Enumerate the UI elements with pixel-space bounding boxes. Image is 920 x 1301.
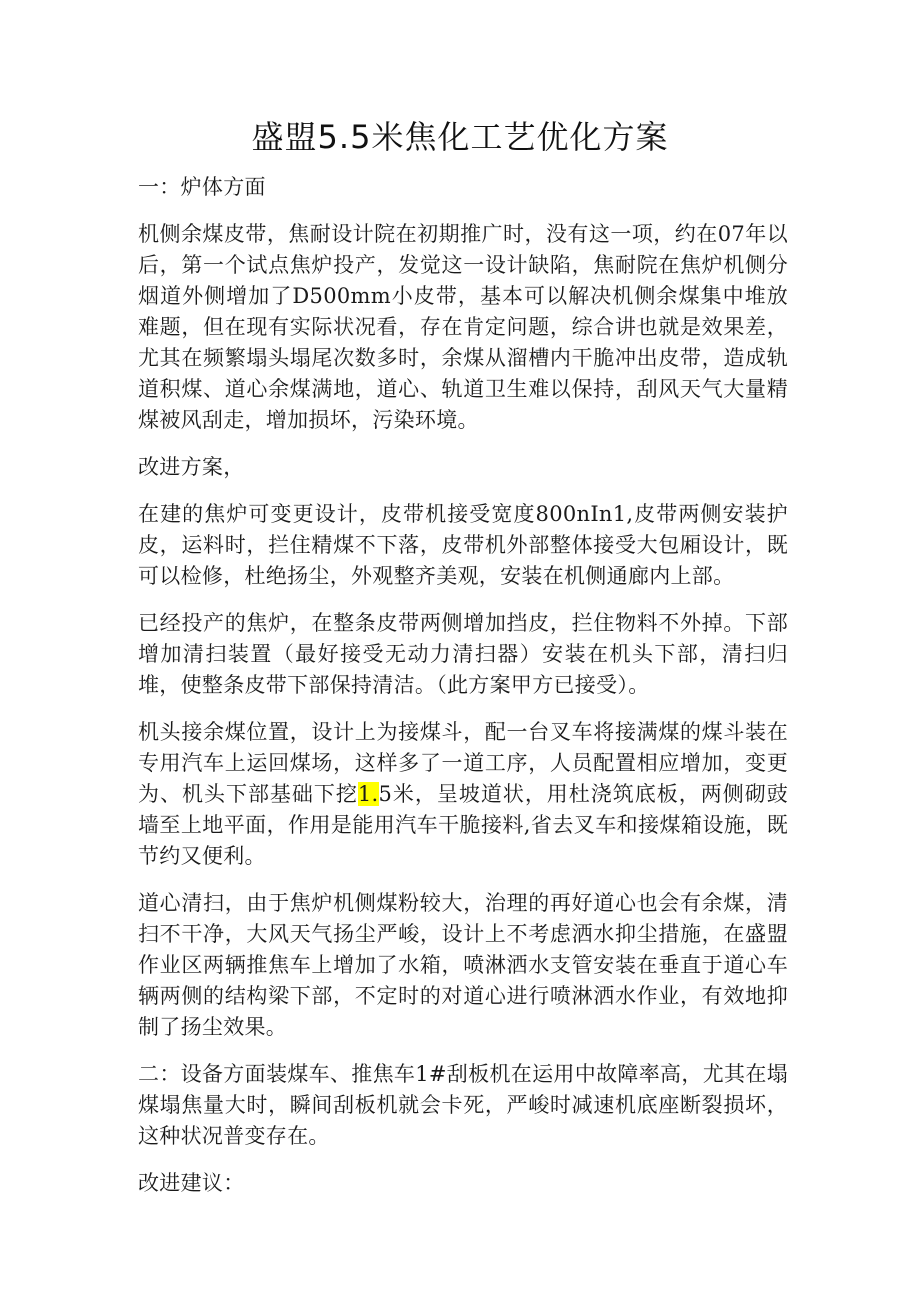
document-title: 盛盟5.5米焦化工艺优化方案: [251, 118, 669, 156]
paragraph-new-furnace: 在建的焦炉可变更设计，皮带机接受宽度800nIn1,皮带两侧安装护皮，运料时，拦住精煤不下落，皮带机外部整体接受大包厢设计，既可以检修，杜绝扬尘，外观整齐美观，安装在机侧通廊内上部。: [138, 502, 788, 588]
paragraph-track-cleaning: 道心清扫，由于焦炉机侧煤粉较大，治理的再好道心也会有余煤，清扫不干净，大风天气扬尘严峻，设计上不考虑洒水抑尘措施，在盛盟作业区两辆推焦车上增加了水箱，喷淋洒水支管安装在垂直于道心车辆两侧的结构梁下部，不定时的对道心进行喷淋洒水作业，有效地抑制了扬尘效果。: [138, 891, 788, 1039]
paragraph-existing-furnace: 已经投产的焦炉，在整条皮带两侧增加挡皮，拦住物料不外掉。下部增加清扫装置（最好接受无动力清扫器）安装在机头下部，清扫归堆，使整条皮带下部保持清洁。（此方案甲方已接受）。: [138, 611, 788, 697]
paragraph-machine-head-part2: 5米，呈坡道状，用杜浇筑底板，两侧砌豉墙至上地平面，作用是能用汽车干脆接料,省去叉车和接煤箱设施，既节约又便利。: [138, 782, 788, 868]
paragraph-machine-head: [138, 717, 788, 872]
paragraph-coal-belt: 机侧余煤皮带，焦耐设计院在初期推广时，没有这一项，约在07年以后，第一个试点焦炉投产，发觉这一设计缺陷，焦耐院在焦炉机侧分烟道外侧增加了D500mm小皮带，基本可以解决机侧余煤集中堆放难题，但在现有实际状况看，存在肯定问题，综合讲也就是效果差，尤其在频繁塌头塌尾次数多时，余煤从溜槽内干脆冲出皮带，造成轨道积煤、道心余煤满地，道心、轨道卫生难以保持，刮风天气大量精煤被风刮走，增加损坏，污染环境。: [138, 222, 788, 432]
paragraph-equipment: 二：设备方面装煤车、推焦车1#刮板机在运用中故障率高，尤其在塌煤塌焦量大时，瞬间刮板机就会卡死，严峻时减速机底座断裂损坏，这种状况普变存在。: [138, 1062, 788, 1148]
section-heading-furnace: 一：炉体方面: [138, 175, 266, 199]
document-body: [138, 172, 788, 1215]
highlighted-text: 1.: [357, 782, 379, 806]
paragraph-improvement-suggestion: 改进建议：: [138, 1171, 245, 1195]
paragraph-machine-head-part1: 机头接余煤位置，设计上为接煤斗，配一台叉车将接满煤的煤斗装在专用汽车上运回煤场，这样多了一道工序，人员配置相应增加，变更为、机头下部基础下挖: [138, 720, 788, 806]
paragraph-improvement-label: 改进方案，: [138, 455, 245, 479]
